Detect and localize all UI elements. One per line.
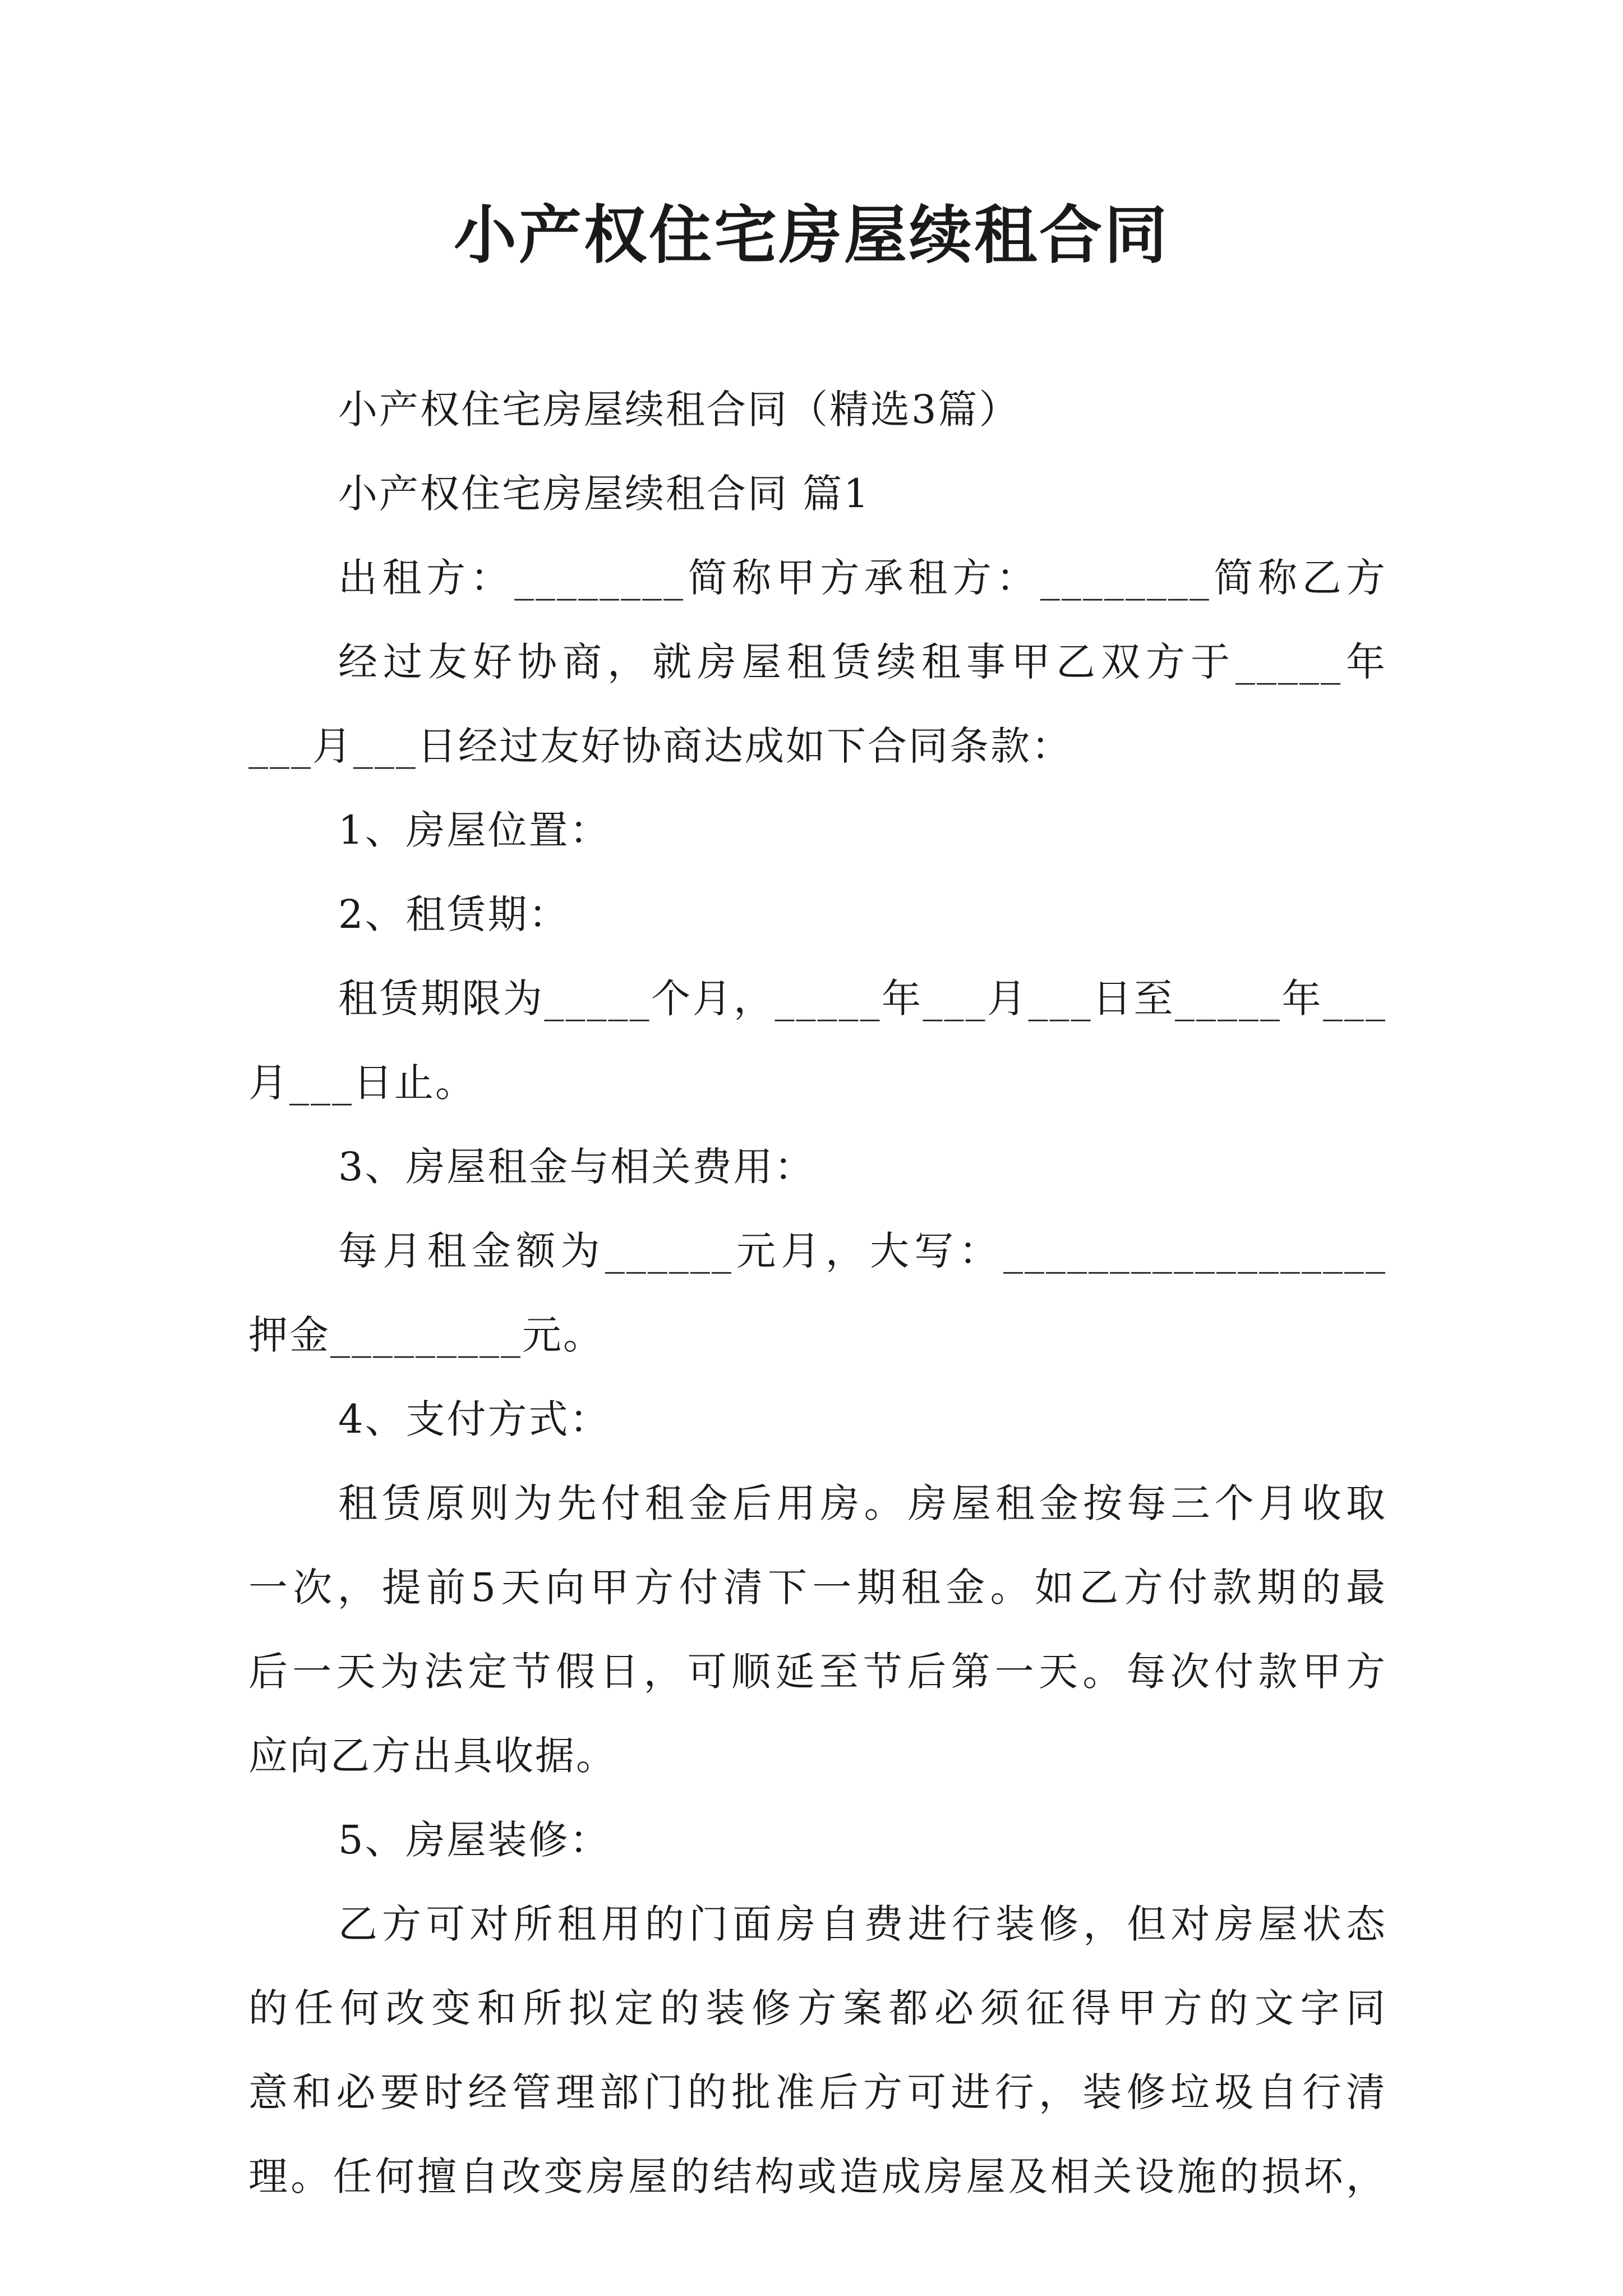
paragraph-line: 2、租赁期：: [338, 891, 570, 937]
document-title: 小产权住宅房屋续租合同: [454, 199, 1169, 272]
paragraph-line: 意和必要时经管理部门的批准后方可进行，装修垃圾自行清: [248, 2069, 1387, 2115]
paragraph-line: 应向乙方出具收据。: [248, 1733, 617, 1779]
paragraph-line: 小产权住宅房屋续租合同 篇1: [338, 471, 870, 517]
paragraph-line: ___月___日经过友好协商达成如下合同条款：: [248, 723, 1072, 769]
paragraph-line: 租赁期限为_____个月，_____年___月___日至_____年___: [338, 976, 1387, 1022]
paragraph-line: 押金_________元。: [248, 1312, 604, 1358]
paragraph-line: 1、房屋位置：: [338, 807, 611, 853]
paragraph-line: 的任何改变和所拟定的装修方案都必须征得甲方的文字同: [248, 1985, 1387, 2031]
paragraph-line: 每月租金额为______元月，大写：__________________: [338, 1228, 1387, 1274]
paragraph-line: 乙方可对所租用的门面房自费进行装修，但对房屋状态: [338, 1901, 1387, 1947]
document-body: [248, 367, 1387, 2219]
paragraph-line: 经过友好协商，就房屋租赁续租事甲乙双方于_____年: [338, 639, 1387, 685]
paragraph-line: 月___日止。: [248, 1060, 476, 1106]
paragraph-line: 出租方：________简称甲方承租方：________简称乙方: [338, 555, 1387, 601]
paragraph-line: 5、房屋装修：: [338, 1817, 611, 1863]
paragraph-line: 一次，提前5天向甲方付清下一期租金。如乙方付款期的最: [248, 1565, 1387, 1611]
paragraph-line: 3、房屋租金与相关费用：: [338, 1144, 815, 1190]
paragraph-line: 后一天为法定节假日，可顺延至节后第一天。每次付款甲方: [248, 1649, 1387, 1695]
paragraph-line: 租赁原则为先付租金后用房。房屋租金按每三个月收取: [338, 1480, 1387, 1526]
paragraph-line: 理。任何擅自改变房屋的结构或造成房屋及相关设施的损坏，: [248, 2154, 1387, 2200]
paragraph-line: 小产权住宅房屋续租合同（精选3篇）: [338, 386, 1020, 432]
paragraph-line: 4、支付方式：: [338, 1396, 611, 1442]
